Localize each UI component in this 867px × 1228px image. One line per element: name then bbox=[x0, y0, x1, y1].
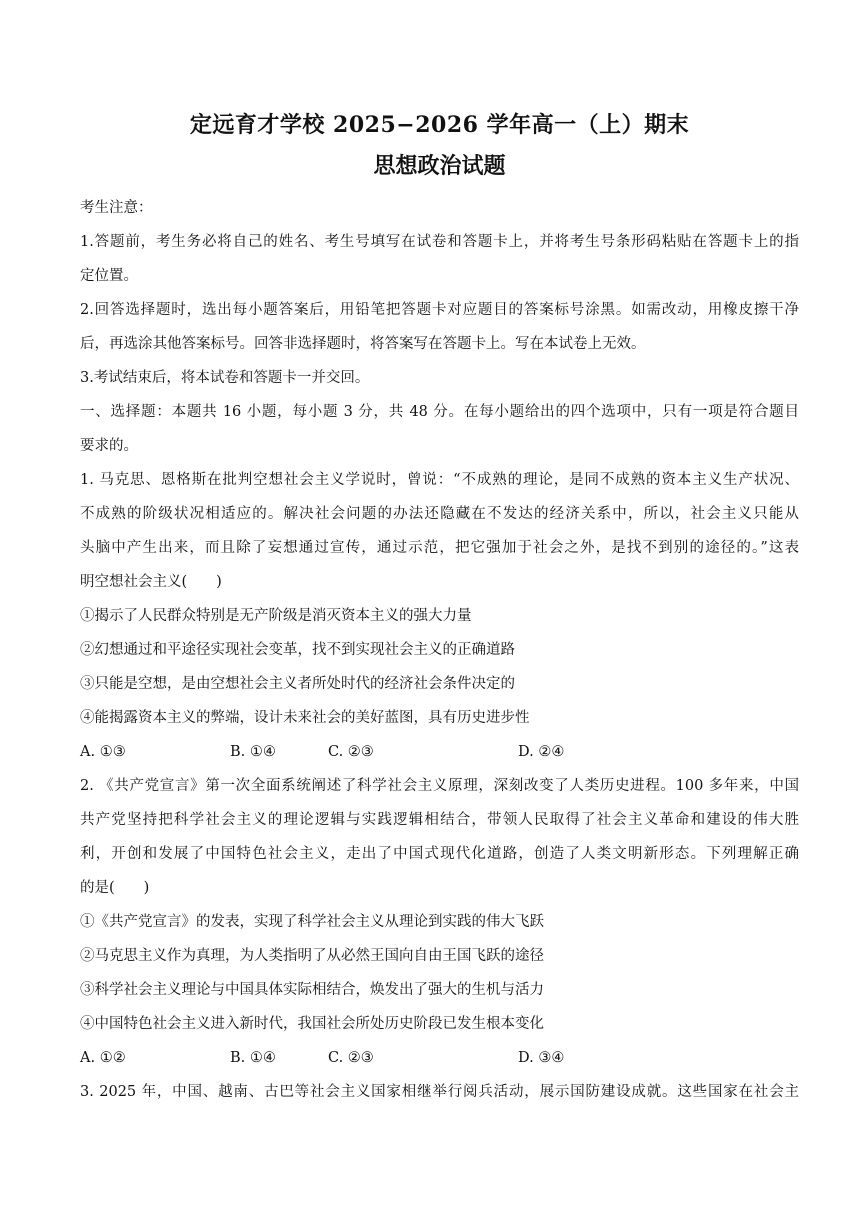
q2-options bbox=[80, 1041, 799, 1075]
question-1 bbox=[80, 463, 799, 769]
section-1-line-2: 要求的。 bbox=[80, 438, 138, 454]
q1-statement-1: ①揭示了人民群众特别是无产阶级是消灭资本主义的强大力量 bbox=[80, 608, 472, 624]
notice-item-1-line-2: 定位置。 bbox=[80, 268, 138, 284]
q2-stem-line-1: 2. 《共产党宣言》第一次全面系统阐述了科学社会主义原理，深刻改变了人类历史进程。100 多年来，中国 bbox=[80, 778, 799, 794]
section-1-line-1: 一、选择题：本题共 16 小题，每小题 3 分，共 48 分。在每小题给出的四个选项中，只有一项是符合题目 bbox=[80, 404, 799, 420]
q3-stem-line-1: 3. 2025 年，中国、越南、古巴等社会主义国家相继举行阅兵活动，展示国防建设成就。这些国家在社会主 bbox=[80, 1084, 799, 1100]
notice-item-2-line-2: 后，再选涂其他答案标号。回答非选择题时，将答案写在答题卡上。写在本试卷上无效。 bbox=[80, 336, 646, 352]
q2-stem-line-3: 利，开创和发展了中国特色社会主义，走出了中国式现代化道路，创造了人类文明新形态。下列理解正确 bbox=[80, 846, 799, 862]
q2-option-d: D. ③④ bbox=[518, 1050, 565, 1066]
q2-option-b: B. ①④ bbox=[230, 1050, 276, 1066]
q2-stem-line-4: 的是( ) bbox=[80, 880, 150, 896]
exam-subtitle: 思想政治试题 bbox=[373, 153, 506, 179]
notice-block bbox=[80, 191, 799, 395]
question-2 bbox=[80, 769, 799, 1075]
q2-option-a: A. ①② bbox=[80, 1050, 126, 1066]
q2-statement-2: ②马克思主义作为真理，为人类指明了从必然王国向自由王国飞跃的途径 bbox=[80, 948, 544, 964]
q2-stem-line-2: 共产党坚持把科学社会主义的理论逻辑与实践逻辑相结合，带领人民取得了社会主义革命和建设的伟大胜 bbox=[80, 812, 799, 828]
question-3 bbox=[80, 1075, 799, 1109]
q1-option-a: A. ①③ bbox=[80, 744, 126, 760]
q2-statement-1: ①《共产党宣言》的发表，实现了科学社会主义从理论到实践的伟大飞跃 bbox=[80, 914, 544, 930]
section-1-heading bbox=[80, 395, 799, 463]
exam-title: 定远育才学校 2025−2026 学年高一（上）期末 bbox=[189, 112, 690, 138]
q1-option-d: D. ②④ bbox=[518, 744, 565, 760]
q2-option-c: C. ②③ bbox=[328, 1050, 374, 1066]
q1-statement-2: ②幻想通过和平途径实现社会变革，找不到实现社会主义的正确道路 bbox=[80, 642, 515, 658]
notice-heading: 考生注意： bbox=[80, 200, 153, 216]
notice-item-1-line-1: 1.答题前，考生务必将自己的姓名、考生号填写在试卷和答题卡上，并将考生号条形码粘贴在答题卡上的指 bbox=[80, 234, 799, 250]
q2-statement-3: ③科学社会主义理论与中国具体实际相结合，焕发出了强大的生机与活力 bbox=[80, 982, 544, 998]
q1-option-b: B. ①④ bbox=[230, 744, 276, 760]
q1-options bbox=[80, 735, 799, 769]
notice-item-2-line-1: 2.回答选择题时，选出每小题答案后，用铅笔把答题卡对应题目的答案标号涂黑。如需改动，用橡皮擦干净 bbox=[80, 302, 799, 318]
q1-statement-4: ④能揭露资本主义的弊端，设计未来社会的美好蓝图，具有历史进步性 bbox=[80, 710, 530, 726]
q1-stem-line-2: 不成熟的阶级状况相适应的。解决社会问题的办法还隐藏在不发达的经济关系中，所以，社会主义只能从 bbox=[80, 506, 799, 522]
q1-stem-line-3: 头脑中产生出来，而且除了妄想通过宣传，通过示范，把它强加于社会之外，是找不到别的途径的。”这表 bbox=[80, 540, 799, 556]
q1-statement-3: ③只能是空想，是由空想社会主义者所处时代的经济社会条件决定的 bbox=[80, 676, 515, 692]
notice-item-3: 3.考试结束后，将本试卷和答题卡一并交回。 bbox=[80, 370, 370, 386]
q1-stem-line-1: 1. 马克思、恩格斯在批判空想社会主义学说时，曾说：“不成熟的理论，是同不成熟的资本主义生产状况、 bbox=[80, 472, 799, 488]
q1-stem-line-4: 明空想社会主义( ) bbox=[80, 574, 222, 590]
q2-statement-4: ④中国特色社会主义进入新时代，我国社会所处历史阶段已发生根本变化 bbox=[80, 1016, 544, 1032]
q1-option-c: C. ②③ bbox=[328, 744, 374, 760]
